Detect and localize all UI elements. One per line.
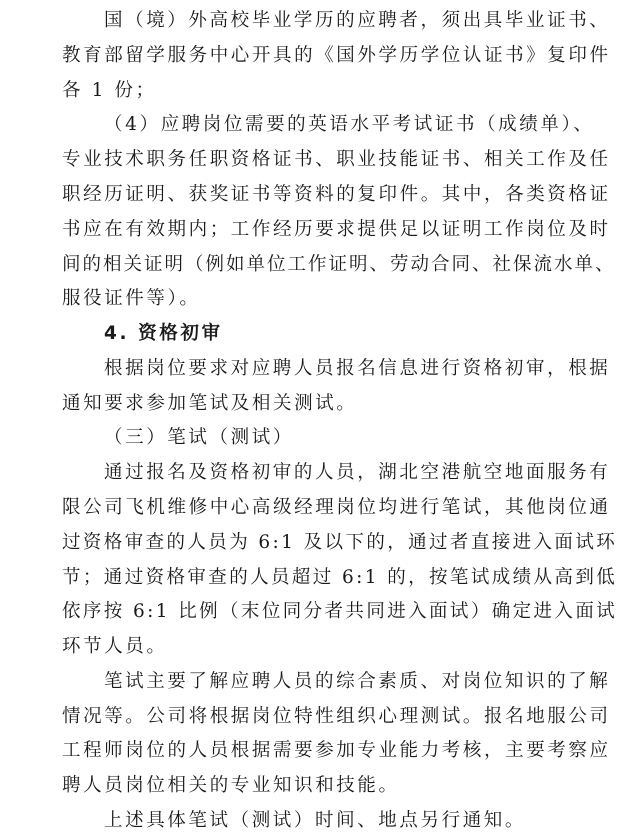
paragraph-line: 通过报名及资格初审的人员，湖北空港航空地面服务有 xyxy=(104,462,611,484)
paragraph-line: 笔试主要了解应聘人员的综合素质、对岗位知识的了解 xyxy=(104,670,611,692)
paragraph-line: 上述具体笔试（测试）时间、地点另行通知。 xyxy=(104,810,527,831)
paragraph-line: 服役证件等）。 xyxy=(62,288,201,310)
section-heading: 4. 资格初审 xyxy=(104,323,223,344)
paragraph-line: 聘人员岗位相关的专业知识和技能。 xyxy=(62,775,400,797)
paragraph-line: 职经历证明、获奖证书等资料的复印件。其中，各类资格证 xyxy=(62,183,611,205)
paragraph-line: 通知要求参加笔试及相关测试。 xyxy=(62,392,358,414)
paragraph-line: 情况等。公司将根据岗位特性组织心理测试。报名地服公司 xyxy=(62,705,611,727)
paragraph-line: 根据岗位要求对应聘人员报名信息进行资格初审，根据 xyxy=(104,357,611,379)
paragraph-line: 工程师岗位的人员根据需要参加专业能力考核，主要考察应 xyxy=(62,740,611,762)
subsection-heading: （三）笔试（测试） xyxy=(104,427,294,449)
paragraph-line: 各 1 份； xyxy=(62,79,157,101)
paragraph-line: 环节人员。 xyxy=(62,636,168,658)
paragraph-line: 过资格审查的人员为 6:1 及以下的，通过者直接进入面试环 xyxy=(62,531,618,553)
paragraph-line: 教育部留学服务中心开具的《国外学历学位认证书》复印件 xyxy=(62,44,611,66)
paragraph-line: 书应在有效期内；工作经历要求提供足以证明工作岗位及时 xyxy=(62,218,611,240)
paragraph-line: （4）应聘岗位需要的英语水平考试证书（成绩单）、 xyxy=(104,114,595,136)
paragraph-line: 国（境）外高校毕业学历的应聘者，须出具毕业证书、 xyxy=(104,10,611,31)
paragraph-line: 依序按 6:1 比例（末位同分者共同进入面试）确定进入面试 xyxy=(62,601,618,623)
paragraph-line: 间的相关证明（例如单位工作证明、劳动合同、社保流水单、 xyxy=(62,253,616,275)
paragraph-line: 限公司飞机维修中心高级经理岗位均进行笔试，其他岗位通 xyxy=(62,497,611,518)
paragraph-line: 专业技术职务任职资格证书、职业技能证书、相关工作及任 xyxy=(62,149,611,171)
paragraph-line: 节；通过资格审查的人员超过 6:1 的，按笔试成绩从高到低 xyxy=(62,566,618,588)
